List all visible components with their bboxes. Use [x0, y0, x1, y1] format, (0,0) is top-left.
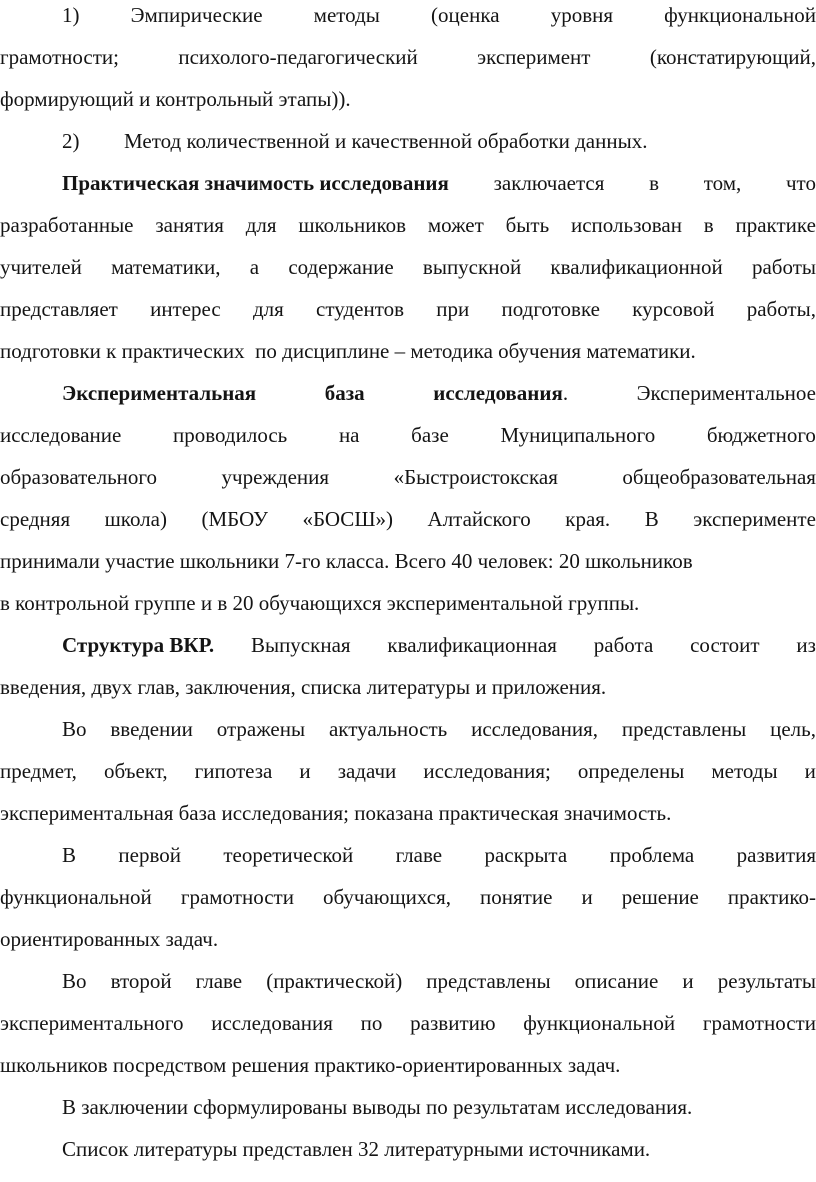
- chapter1-line-1: [62, 835, 816, 875]
- word: (МБОУ: [201, 507, 268, 531]
- word: для: [245, 213, 277, 237]
- word: в: [649, 171, 660, 195]
- structure-line-2: введения, двух глав, заключения, списка литературы и приложения.: [0, 675, 607, 699]
- word: первой: [118, 843, 181, 867]
- word: по: [360, 1011, 383, 1035]
- base-line-3: [0, 457, 816, 497]
- word: раскрыта: [484, 843, 568, 867]
- word: разработанные: [0, 213, 134, 237]
- base-line-6: в контрольной группе и в 20 обучающихся экспериментальной группы.: [0, 591, 640, 615]
- word: грамотности;: [0, 45, 119, 69]
- word: работа: [593, 633, 654, 657]
- word: квалификационной: [550, 255, 723, 279]
- word: уровня: [550, 3, 614, 27]
- word: Эмпирические: [130, 3, 263, 27]
- list-item-2: [62, 121, 816, 161]
- list-item-2-number: 2): [62, 129, 80, 153]
- word: работы,: [746, 297, 816, 321]
- word: представляет: [0, 297, 118, 321]
- list-item-1-line-2: [0, 37, 816, 77]
- word: объект,: [103, 759, 168, 783]
- word: В: [644, 507, 659, 531]
- list-item-2-text: Метод количественной и качественной обработки данных.: [124, 129, 648, 153]
- word: результаты: [717, 969, 816, 993]
- word: студентов: [316, 297, 405, 321]
- word: интерес: [150, 297, 221, 321]
- word: Выпускная: [250, 633, 351, 657]
- word: бюджетного: [706, 423, 816, 447]
- intro-line-1: [62, 709, 816, 749]
- word: эксперименте: [693, 507, 816, 531]
- word: работы: [751, 255, 816, 279]
- word: предмет,: [0, 759, 77, 783]
- word: подготовке: [501, 297, 600, 321]
- word: второй: [110, 969, 172, 993]
- chapter1-line-3: ориентированных задач.: [0, 927, 219, 951]
- word: на: [338, 423, 360, 447]
- word: может: [427, 213, 484, 237]
- word: заключается: [493, 171, 605, 195]
- base-line-5: принимали участие школьники 7-го класса. Всего 40 человек: 20 школьников: [0, 549, 693, 573]
- word: базе: [411, 423, 449, 447]
- intro-line-3: экспериментальная база исследования; показана практическая значимость.: [0, 801, 672, 825]
- word: «Быстроистокская: [393, 465, 558, 489]
- word: эксперимент: [477, 45, 591, 69]
- word: психолого-педагогический: [178, 45, 418, 69]
- word: а: [249, 255, 260, 279]
- word: практико-: [727, 885, 816, 909]
- word: представлены: [426, 969, 551, 993]
- conclusion-line: В заключении сформулированы выводы по результатам исследования.: [62, 1095, 693, 1119]
- word: практике: [735, 213, 816, 237]
- word: описание: [574, 969, 659, 993]
- word: отражены: [216, 717, 306, 741]
- word: грамотности: [180, 885, 294, 909]
- word: Муниципального: [500, 423, 656, 447]
- significance-line-5: подготовки к практических по дисциплине – методика обучения математики.: [0, 339, 696, 363]
- word: функциональной: [664, 3, 816, 27]
- word: (констатирующий,: [649, 45, 816, 69]
- list-number: 1): [62, 3, 80, 27]
- word: для: [252, 297, 284, 321]
- significance-heading: Практическая значимость исследования: [62, 171, 449, 195]
- word: обучающихся,: [323, 885, 451, 909]
- word: общеобразовательная: [622, 465, 816, 489]
- word: «БОСШ»): [302, 507, 393, 531]
- structure-heading: Структура ВКР.: [62, 633, 215, 657]
- word: из: [796, 633, 816, 657]
- word: исследования: [211, 1011, 333, 1035]
- word: занятия: [155, 213, 224, 237]
- word: задачи: [337, 759, 397, 783]
- base-heading-word-1: Экспериментальная: [62, 381, 257, 405]
- word: быть: [505, 213, 550, 237]
- word: понятие: [480, 885, 553, 909]
- word: средняя: [0, 507, 71, 531]
- word: определены: [577, 759, 685, 783]
- word: учителей: [0, 255, 82, 279]
- base-heading-word-2: база: [324, 381, 365, 405]
- references-line: Список литературы представлен 32 литературными источниками.: [62, 1137, 651, 1161]
- word: образовательного: [0, 465, 157, 489]
- word: развитию: [410, 1011, 496, 1035]
- chapter2-line-3: школьников посредством решения практико-ориентированных задач.: [0, 1053, 621, 1077]
- word: исследование: [0, 423, 122, 447]
- word: (практической): [266, 969, 403, 993]
- word: проблема: [609, 843, 695, 867]
- word: проводилось: [173, 423, 288, 447]
- word: экспериментального: [0, 1011, 184, 1035]
- word: учреждения: [221, 465, 330, 489]
- word: функциональной: [0, 885, 152, 909]
- word: в: [703, 213, 714, 237]
- word: и: [299, 759, 311, 783]
- word: главе: [195, 969, 243, 993]
- list-item-1-line-1: [62, 0, 816, 35]
- word: грамотности: [702, 1011, 816, 1035]
- word: исследования,: [471, 717, 599, 741]
- word: использован: [571, 213, 682, 237]
- word: и: [804, 759, 816, 783]
- word: том,: [703, 171, 742, 195]
- word: решение: [621, 885, 699, 909]
- base-line-4: [0, 499, 816, 539]
- chapter2-line-2: [0, 1003, 816, 1043]
- word: методы: [711, 759, 778, 783]
- significance-line-1: [62, 163, 816, 203]
- word: исследования;: [423, 759, 551, 783]
- word: квалификационная: [387, 633, 557, 657]
- word: математики,: [111, 255, 221, 279]
- base-line-2: [0, 415, 816, 455]
- structure-line-1: [62, 625, 816, 665]
- word: при: [436, 297, 470, 321]
- significance-line-2: [0, 205, 816, 245]
- word: гипотеза: [194, 759, 273, 783]
- base-line-1: Экспериментальная база исследования. Экспериментальное: [62, 373, 816, 413]
- word: курсовой: [632, 297, 715, 321]
- word: главе: [395, 843, 443, 867]
- chapter2-line-1: [62, 961, 816, 1001]
- word: развития: [736, 843, 816, 867]
- word: (оценка: [431, 3, 500, 27]
- word: школа): [104, 507, 167, 531]
- base-heading-last: исследования.: [433, 381, 569, 405]
- word: Во: [62, 717, 87, 741]
- word: цель,: [770, 717, 816, 741]
- significance-line-3: [0, 247, 816, 287]
- word: Алтайского: [427, 507, 531, 531]
- word: методы: [313, 3, 380, 27]
- significance-line-4: [0, 289, 816, 329]
- word: края.: [565, 507, 611, 531]
- word: содержание: [288, 255, 394, 279]
- word: выпускной: [422, 255, 522, 279]
- word: Во: [62, 969, 87, 993]
- word: теоретической: [223, 843, 354, 867]
- word: состоит: [690, 633, 760, 657]
- word: что: [785, 171, 816, 195]
- word: функциональной: [523, 1011, 676, 1035]
- word: введении: [110, 717, 193, 741]
- word: и: [682, 969, 694, 993]
- chapter1-line-2: [0, 877, 816, 917]
- word: школьников: [298, 213, 406, 237]
- word: и: [581, 885, 593, 909]
- word: В: [62, 843, 77, 867]
- list-item-1-line-3: формирующий и контрольный этапы)).: [0, 87, 351, 111]
- word: актуальность: [328, 717, 448, 741]
- intro-line-2: [0, 751, 816, 791]
- word: представлены: [621, 717, 747, 741]
